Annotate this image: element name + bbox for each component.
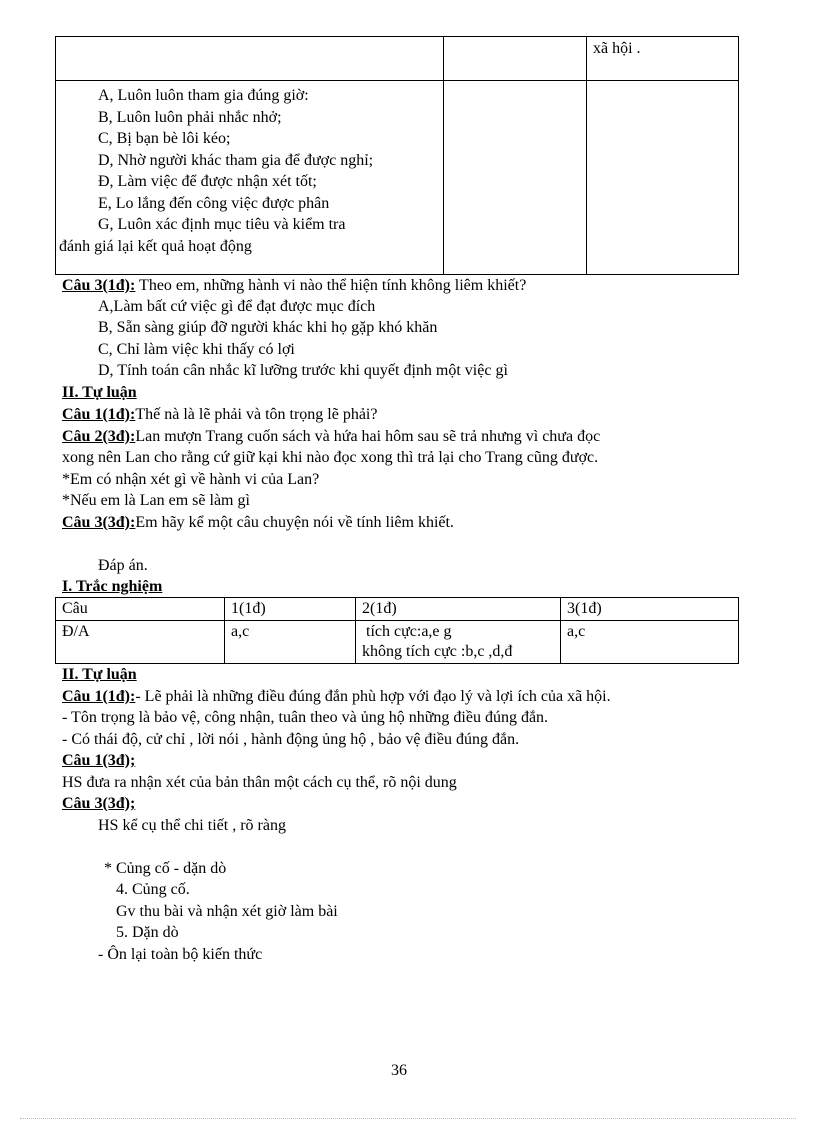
option-item: Đ, Làm việc để được nhận xét tốt; [98, 173, 317, 190]
table-cell: Đ/A [56, 621, 225, 664]
essay-q3 [62, 512, 454, 533]
closing-item-4-text: Gv thu bài và nhận xét giờ làm bài [116, 903, 338, 920]
question-label: Câu 3(1đ): [62, 277, 136, 294]
answer-c2-text: HS đưa ra nhận xét của bản thân một cách cụ thể, rõ nội dung [62, 774, 457, 791]
table-cell-line: không tích cực :b,c ,d,đ [362, 643, 513, 660]
table-cell-line: tích cực:a,e g [366, 623, 452, 640]
essay-q1 [62, 404, 377, 425]
page-bottom-divider [20, 1118, 796, 1119]
mc-heading: I. Trắc nghiệm [62, 578, 163, 595]
question-text: Lan mượn Trang cuốn sách và hứa hai hôm sau sẽ trả nhưng vì chưa đọc [135, 428, 601, 445]
answer-c1-line3: - Có thái độ, cử chỉ , lời nói , hành động ủng hộ , bảo vệ điều đúng đắn. [62, 731, 520, 748]
q3-option: A,Làm bất cứ việc gì để đạt được mục đích [98, 298, 376, 315]
answer-table [55, 597, 739, 664]
top-table [55, 36, 739, 275]
essay-q2 [62, 426, 600, 447]
options-cell [56, 81, 444, 275]
option-item: D, Nhờ người khác tham gia để được nghỉ; [98, 151, 374, 169]
answer-text: - Lẽ phải là những điều đúng đắn phù hợp với đạo lý và lợi ích của xã hội. [135, 688, 611, 705]
option-item: E, Lo lắng đến công việc được phân [98, 194, 330, 212]
answer-label: Câu 1(1đ): [62, 688, 136, 705]
top-table-cell [587, 81, 739, 275]
option-continuation: đánh giá lại kết quả hoạt động [59, 237, 252, 255]
question-label: Câu 1(1đ): [62, 406, 136, 423]
question-text: Em hãy kể một câu chuyện nói về tính liêm khiết. [135, 514, 454, 531]
answer-c1-line2: - Tôn trọng là bảo vệ, công nhận, tuân theo và ủng hộ những điều đúng đắn. [62, 709, 549, 726]
question-label: Câu 2(3đ): [62, 428, 136, 445]
option-item: B, Luôn luôn phải nhắc nhở; [98, 108, 282, 126]
closing-item-5-text: - Ôn lại toàn bộ kiến thức [98, 946, 263, 963]
question-3 [62, 275, 526, 296]
top-table-cell [444, 81, 587, 275]
essay-q2-sub2: *Nếu em là Lan em sẽ làm gì [62, 492, 250, 509]
answer-c3-text: HS kể cụ thể chi tiết , rõ ràng [98, 817, 286, 834]
option-item: G, Luôn xác định mục tiêu và kiểm tra [98, 216, 346, 233]
option-item: A, Luôn luôn tham gia đúng giờ: [98, 87, 309, 104]
q3-option: B, Sẵn sàng giúp đỡ người khác khi họ gặp khó khăn [98, 319, 438, 336]
table-header: 2(1đ) [356, 598, 561, 621]
table-cell [356, 621, 561, 664]
table-header: 3(1đ) [561, 598, 739, 621]
question-text: Theo em, những hành vi nào thể hiện tính không liêm khiết? [135, 277, 527, 294]
essay-heading: II. Tự luận [62, 384, 137, 401]
question-label: Câu 3(3đ): [62, 514, 136, 531]
closing-item-5: 5. Dặn dò [116, 924, 179, 941]
table-cell: a,c [225, 621, 356, 664]
answer-c3-label: Câu 3(3đ); [62, 795, 136, 812]
answer-c2-label: Câu 1(3đ); [62, 752, 136, 769]
closing-item-4: 4. Củng cố. [116, 881, 190, 898]
table-header: 1(1đ) [225, 598, 356, 621]
answers-essay-heading: II. Tự luận [62, 666, 137, 683]
table-cell: a,c [561, 621, 739, 664]
table-cell-text: xã hội . [593, 40, 641, 57]
answers-title: Đáp án. [98, 557, 148, 574]
q3-option: D, Tính toán cân nhắc kĩ lưỡng trước khi quyết định một việc gì [98, 362, 508, 379]
option-item: C, Bị bạn bè lôi kéo; [98, 130, 231, 147]
closing-heading: * Củng cố - dặn dò [104, 860, 227, 877]
table-header: Câu [56, 598, 225, 621]
top-table-cell [56, 37, 444, 81]
question-text: Thế nà là lẽ phải và tôn trọng lẽ phải? [135, 406, 378, 423]
top-table-cell [444, 37, 587, 81]
q3-option: C, Chỉ làm việc khi thấy có lợi [98, 341, 295, 358]
essay-q2-line2: xong nên Lan cho rằng cứ giữ kại khi nào đọc xong thì trả lại cho Trang cũng được. [62, 449, 599, 466]
page-number: 36 [391, 1062, 407, 1079]
answer-c1 [62, 686, 611, 707]
top-table-cell [587, 37, 739, 81]
essay-q2-sub1: *Em có nhận xét gì về hành vi của Lan? [62, 471, 320, 488]
